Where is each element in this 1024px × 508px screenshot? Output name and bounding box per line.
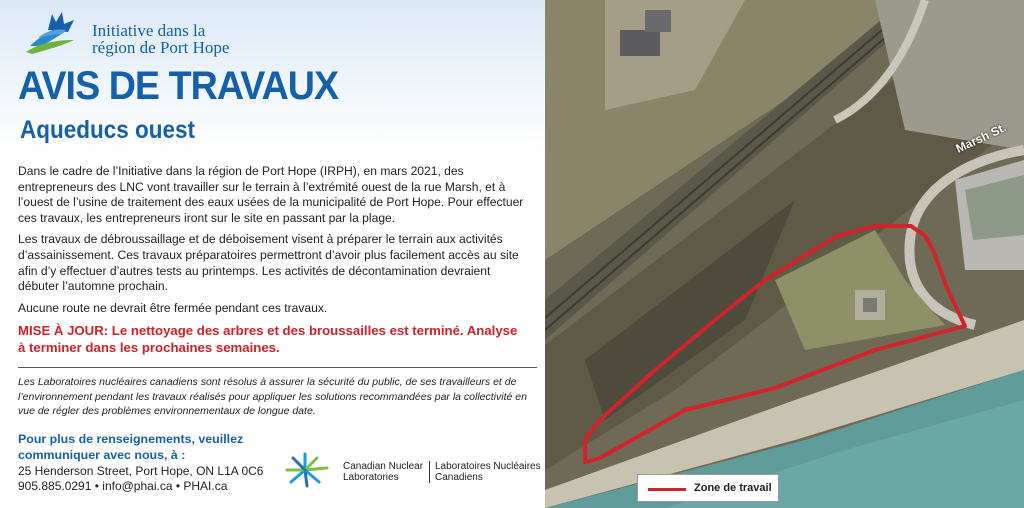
cnl-en-line2: Laboratories [343,472,399,483]
cnl-fr-line2: Canadiens [435,472,483,483]
notice-body [18,164,528,356]
paragraph-2: Les travaux de débroussaillage et de déboisement visent à préparer le terrain aux activités d’assainissement. Ces travaux préparatoires permettront d’avoir plus facilement accès au site afin d’y effectuer d’autres tests au printemps. Les activités de décontamination devraient débuter l’automne prochain. [18,232,519,294]
contact-phone-email[interactable]: 905.885.0291 • info@phai.ca • PHAI.ca [18,479,228,494]
cnl-name-en [343,461,423,483]
cnl-fr-line1: Laboratoires Nucléaires [435,461,541,472]
commitment-note: Les Laboratoires nucléaires canadiens sont résolus à assurer la sécurité du public, de ses travailleurs et de l’environnement pendant les travaux réalisés pour appliquer les solutions recommandées par la collectivité en vue de régler des problèmes environnementaux de longue date. [18,376,527,417]
org-name-line2: région de Port Hope [92,38,230,57]
contact-address: 25 Henderson Street, Port Hope, ON L1A 0C6 [18,463,264,478]
aerial-photo [545,0,1024,508]
map-legend [637,474,779,502]
page-subtitle: Aqueducs ouest [20,116,196,144]
irph-logo [22,8,252,64]
cnl-name-fr [429,461,541,483]
page-title: AVIS DE TRAVAUX [18,64,339,108]
paragraph-3: Aucune route ne devrait être fermée pendant ces travaux. [18,300,328,315]
zone-line-swatch [648,488,686,491]
street-label: Marsh St. [953,120,1009,156]
cnl-burst-icon [283,450,333,490]
divider [18,367,537,368]
legend-label: Zone de travail [694,482,772,494]
org-name-line1: Initiative dans la [92,21,206,40]
paragraph-1: Dans le cadre de l’Initiative dans la région de Port Hope (IRPH), en mars 2021, des entrepreneurs des LNC vont travailler sur le terrain à l’extrémité ouest de la rue Marsh, et à l’ouest de l’usine de traitement des eaux usées de la municipalité de Port Hope. Pour effectuer ces travaux, les entrepreneurs iront sur le site en passant par la plage. [18,164,524,225]
cnl-en-line1: Canadian Nuclear [343,461,424,472]
contact-block [18,432,288,495]
update-notice: MISE À JOUR: Le nettoyage des arbres et des broussailles est terminé. Analyse à terminer dans les prochaines semaines. [18,323,518,356]
contact-heading-line2: communiquer avec nous, à : [18,447,186,462]
aerial-map [545,0,1024,508]
contact-heading-line1: Pour plus de renseignements, veuillez [18,432,244,446]
maple-leaf-icon [22,8,92,60]
org-name [92,22,229,56]
cnl-logo [283,448,543,493]
